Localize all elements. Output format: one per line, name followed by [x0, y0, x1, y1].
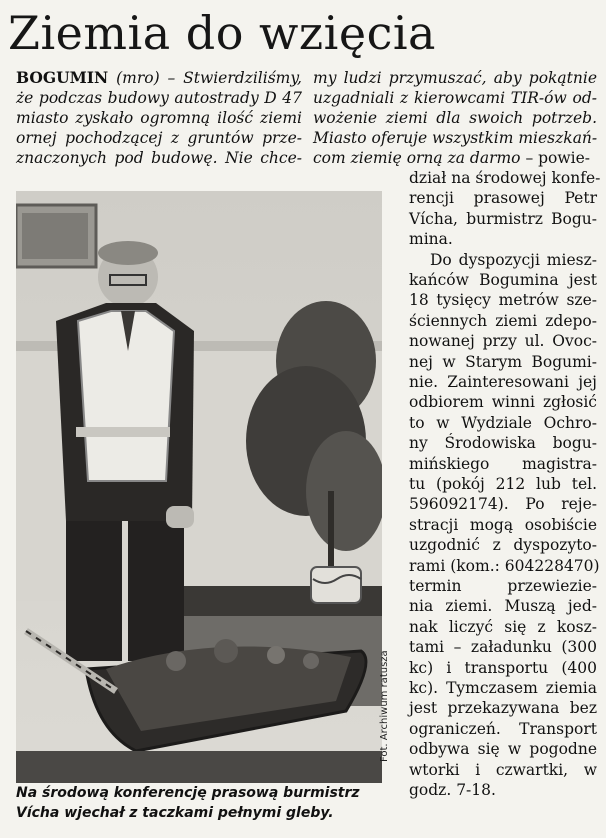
intro-line: że podczas budowy autostrady D 47 [16, 89, 302, 107]
body-line: kańców Bogumina jest [409, 271, 597, 289]
body-line: wtorki i czwartki, w [409, 760, 597, 779]
intro-cont-line: uzgadniali z kierowcami TIR-ów od- [313, 89, 597, 107]
body-line: stracji mogą osobiście [409, 515, 597, 534]
body-line: mińskiego magistra- [409, 454, 597, 473]
body-line: dział na środowej konfe- [409, 169, 601, 187]
body-line: ograniczeń. Transport [409, 719, 597, 738]
body-line: nie. Zainteresowani jej [409, 373, 597, 391]
body-line: to w Wydziale Ochro- [409, 413, 597, 432]
intro-cont-line: Miasto oferuje wszystkim mieszkań- [313, 129, 598, 147]
body-line: nej w Starym Bogumi- [409, 352, 597, 371]
intro-line: znaczonych pod budowę. Nie chce- [16, 149, 302, 167]
byline: BOGUMIN [16, 68, 109, 87]
body-line: ny Środowiska bogu- [409, 434, 597, 453]
body-line: nak liczyć się z kosz- [409, 617, 597, 636]
body-line: nowanej przy ul. Ovoc- [409, 332, 597, 351]
intro-cont-line: my ludzi przymuszać, aby pokątnie [313, 69, 597, 87]
headline: Ziemia do wzięcia [8, 6, 436, 60]
body-line: nia ziemi. Muszą jed- [409, 597, 597, 616]
photo-caption-line: Vícha wjechał z taczkami pełnymi gleby. [16, 805, 334, 821]
photo-illustration [16, 191, 382, 783]
body-line: rencji prasowej Petr [409, 189, 597, 208]
body-line: kc) i transportu (400 [409, 658, 597, 677]
body-line: jest przekazywana bez [409, 699, 597, 718]
article-photo [16, 191, 382, 783]
intro-cont-tail: – powie- [520, 149, 591, 167]
body-line: rami (kom.: 604228470) [409, 556, 600, 575]
intro-line: miasto zyskało ogromną ilość ziemi [16, 109, 302, 127]
intro-line: ornej pochodzącej z gruntów prze- [16, 129, 302, 147]
intro-cont-line: wożenie ziemi dla swoich potrzeb. [313, 109, 597, 127]
body-line: Do dyspozycji miesz- [430, 250, 597, 269]
body-line: ściennych ziemi zdepo- [409, 311, 597, 330]
body-line: godz. 7-18. [409, 781, 496, 799]
body-line: 18 tysięcy metrów sze- [409, 291, 597, 310]
body-line: odbiorem winni zgłosić [409, 393, 597, 412]
body-line: tami – załadunku (300 [409, 638, 597, 657]
intro-cont-text: com ziemię orną za darmo [313, 149, 521, 167]
intro-line [16, 68, 302, 88]
photo-credit: Fot. Archiwum ratusza [379, 650, 390, 762]
intro-cont-line [313, 148, 597, 168]
body-line: termin przewiezie- [409, 577, 597, 595]
body-line: Vícha, burmistrz Bogu- [409, 209, 597, 228]
body-line: odbywa się w pogodne [409, 740, 597, 759]
photo-caption-line: Na środową konferencję prasową burmistrz [16, 785, 360, 801]
body-line: 596092174). Po reje- [409, 495, 597, 514]
body-line: kc). Tymczasem ziemia [409, 679, 597, 697]
body-line: mina. [409, 230, 453, 249]
intro-line-text: (mro) – Stwierdziliśmy, [108, 69, 302, 87]
body-line: uzgodnić z dyspozyto- [409, 536, 597, 555]
body-line: tu (pokój 212 lub tel. [409, 475, 597, 493]
